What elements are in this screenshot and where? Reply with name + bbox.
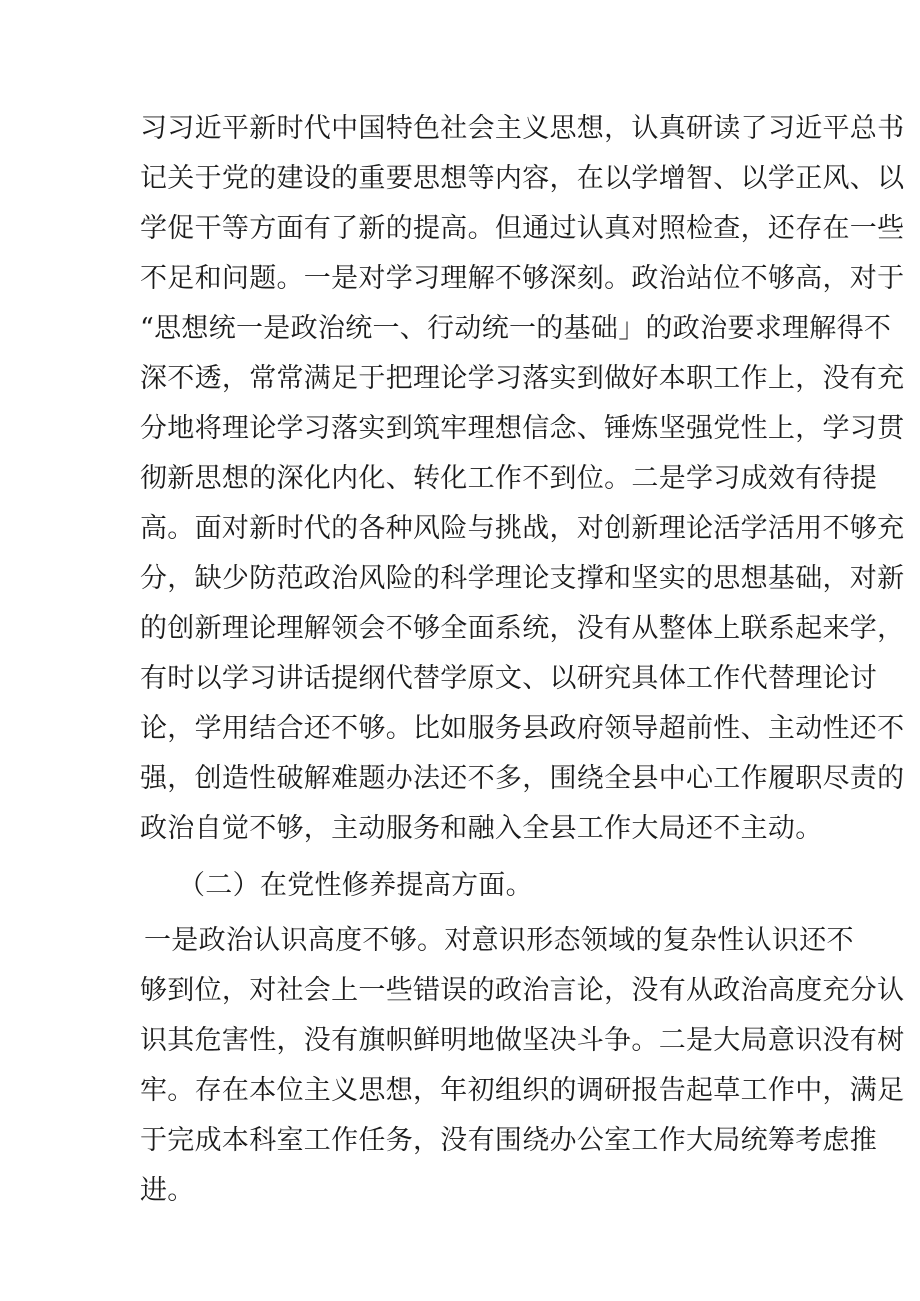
- paragraph-1-line-13: 论，学用结合还不够。比如服务县政府领导超前性、主动性还不: [140, 713, 905, 744]
- paragraph-2-line-5: 于完成本科室工作任务，没有围绕办公室工作大局统筹考虑推: [140, 1125, 878, 1156]
- section-heading: （二）在党性修养提高方面。: [178, 870, 533, 901]
- paragraph-1-line-7: 分地将理论学习落实到筑牢理想信念、锤炼坚强党性上，学习贯: [140, 413, 905, 444]
- paragraph-2-line-6: 进。: [140, 1175, 195, 1206]
- paragraph-2-line-4: 牢。存在本位主义思想，年初组织的调研报告起草工作中，满足: [140, 1075, 905, 1106]
- paragraph-1-line-3: 学促干等方面有了新的提高。但通过认真对照检查，还存在一些: [140, 213, 905, 244]
- paragraph-1-line-14: 强，创造性破解难题办法还不多，围绕全县中心工作履职尽责的: [140, 763, 905, 794]
- paragraph-1-line-2: 记关于党的建设的重要思想等内容，在以学增智、以学正风、以: [140, 163, 905, 194]
- paragraph-1-line-4: 不足和问题。一是对学习理解不够深刻。政治站位不够高，对于: [140, 263, 905, 294]
- paragraph-1-line-10: 分，缺少防范政治风险的科学理论支撑和坚实的思想基础，对新: [140, 563, 905, 594]
- paragraph-1-line-15: 政治自觉不够，主动服务和融入全县工作大局还不主动。: [140, 813, 823, 844]
- paragraph-1-line-1: 习习近平新时代中国特色社会主义思想，认真研读了习近平总书: [140, 113, 905, 144]
- paragraph-2-line-1: 一是政治认识高度不够。对意识形态领域的复杂性认识还不: [144, 925, 854, 956]
- paragraph-2-line-3: 识其危害性，没有旗帜鲜明地做坚决斗争。二是大局意识没有树: [140, 1025, 905, 1056]
- paragraph-1-line-9: 高。面对新时代的各种风险与挑战，对创新理论活学活用不够充: [140, 513, 905, 544]
- paragraph-1-line-8: 彻新思想的深化内化、转化工作不到位。二是学习成效有待提: [140, 463, 878, 494]
- paragraph-1-line-6: 深不透，常常满足于把理论学习落实到做好本职工作上，没有充: [140, 363, 905, 394]
- paragraph-2-line-2: 够到位，对社会上一些错误的政治言论，没有从政治高度充分认: [140, 975, 905, 1006]
- paragraph-1-line-11: 的创新理论理解领会不够全面系统，没有从整体上联系起来学，: [140, 613, 905, 644]
- paragraph-1-line-5: “思想统一是政治统一、行动统一的基础」的政治要求理解得不: [140, 313, 892, 344]
- paragraph-1-line-12: 有时以学习讲话提纲代替学原文、以研究具体工作代替理论讨: [140, 663, 878, 694]
